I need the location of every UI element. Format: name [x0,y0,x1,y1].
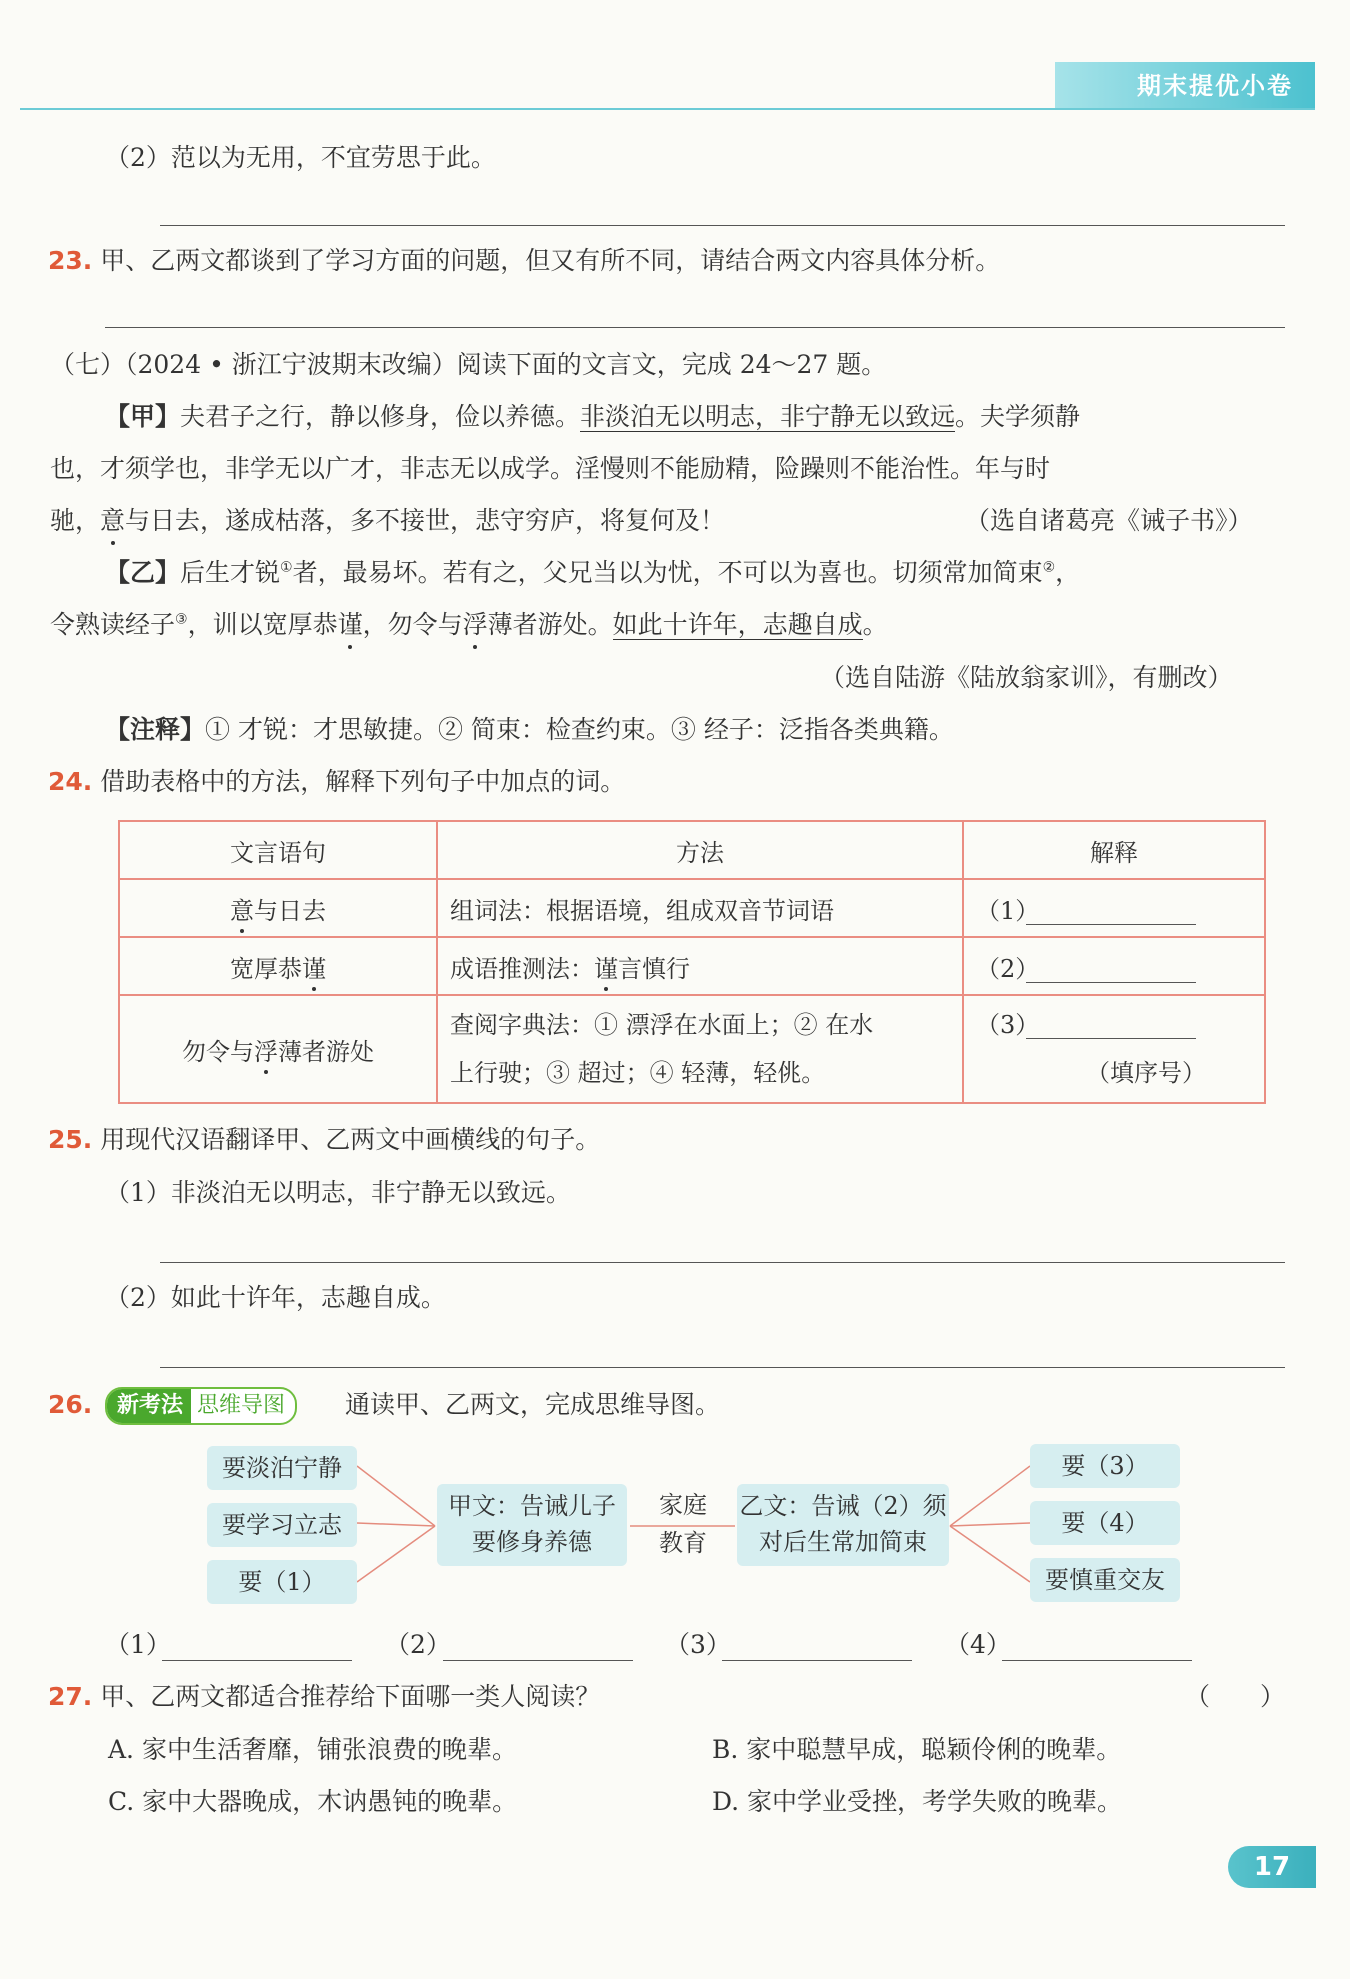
dotted-char-yi: 意 [100,504,125,538]
header-cell: 解释 [963,821,1265,879]
mindmap-right-box-blank: 要（4） [1030,1501,1180,1545]
passage-yi-line2: 令熟读经子③，训以宽厚恭谨，勿令与浮薄者游处。如此十许年，志趣自成。 [50,608,888,642]
method-cell: 组词法：根据语境，组成双音节词语 [437,879,963,937]
q26-blank-line[interactable] [162,1660,352,1661]
passage-yi-line1: 【乙】后生才锐①者，最易坏。若有之，父兄当以为忧，不可以为喜也。切须常加简束②， [105,558,1081,587]
mindmap-right-box-blank: 要（3） [1030,1444,1180,1488]
dotted-char-jin: 谨 [338,608,363,642]
q26-number: 26. [48,1390,93,1419]
answer-cell[interactable]: （2） [963,937,1265,995]
sentence-cell: 宽厚恭谨 [119,937,437,995]
passage-jia-tag: 【甲】 [105,402,181,431]
question-25: 25. 用现代汉语翻译甲、乙两文中画横线的句子。 [48,1125,601,1154]
header-cell: 方法 [437,821,963,879]
jia-underlined-sentence: 非淡泊无以明志，非宁静无以致远 [580,402,956,431]
new-exam-tag: 新考法 思维导图 [105,1387,297,1425]
notes: 【注释】① 才锐：才思敏捷。② 简束：检查约束。③ 经子：泛指各类典籍。 [105,715,954,744]
q27-option-c[interactable]: C. 家中大器晚成，木讷愚钝的晚辈。 [108,1787,518,1816]
dotted-char-fu: 浮 [463,608,488,642]
mindmap-left-box: 要学习立志 [207,1503,357,1547]
header-cell: 文言语句 [119,821,437,879]
q26-blank-line[interactable] [1002,1660,1192,1661]
question-24: 24. 借助表格中的方法，解释下列句子中加点的词。 [48,767,626,796]
q25-sentence2: （2）如此十许年，志趣自成。 [105,1283,446,1312]
q26-blank-label: （1） [105,1630,171,1659]
q26-blank-label: （3） [665,1630,731,1659]
q22-part2: （2）范以为无用，不宜劳思于此。 [105,143,496,172]
q23-number: 23. [48,246,93,275]
answer-cell[interactable]: （1） [963,879,1265,937]
mindmap-center-right: 乙文：告诫（2）须 对后生常加简束 [737,1484,949,1566]
q26-blank-label: （4） [945,1630,1011,1659]
mindmap-left-box: 要淡泊宁静 [207,1446,357,1490]
q26-blank-line[interactable] [722,1660,912,1661]
sentence-cell: 勿令与浮薄者游处 [119,995,437,1103]
yi-underlined-sentence: 如此十许年，志趣自成 [612,610,863,639]
passage-yi-tag: 【乙】 [105,558,181,587]
method-cell: 成语推测法：谨言慎行 [437,937,963,995]
sentence-cell: 意与日去 [119,879,437,937]
passage-jia-line1: 【甲】夫君子之行，静以修身，俭以养德。非淡泊无以明志，非宁静无以致远。夫学须静 [105,402,1081,431]
mindmap-center-left: 甲文：告诫儿子 要修身养德 [437,1484,627,1566]
q26-blank-label: （2） [385,1630,451,1659]
q26-text: 通读甲、乙两文，完成思维导图。 [345,1390,721,1419]
q23-text: 甲、乙两文都谈到了学习方面的问题，但又有所不同，请结合两文内容具体分析。 [100,246,1001,275]
notes-tag: 【注释】 [105,715,206,744]
passage-jia-line2: 也，才须学也，非学无以广才，非志无以成学。淫慢则不能励精，险躁则不能治性。年与时 [50,454,1051,483]
page-number: 17 [1228,1846,1316,1888]
yi-source: （选自陆游《陆放翁家训》，有删改） [820,663,1233,692]
mindmap-left-box-blank: 要（1） [207,1560,357,1604]
method-cell: 查阅字典法：① 漂浮在水面上；② 在水 上行驶；③ 超过；④ 轻薄，轻佻。 [437,995,963,1103]
passage-jia-line3: 驰，意与日去，遂成枯落，多不接世，悲守穷庐，将复何及！ [50,504,725,538]
q27-option-b[interactable]: B. 家中聪慧早成，聪颖伶俐的晚辈。 [712,1735,1122,1764]
fill-number-note: （填序号） [1086,1059,1206,1087]
section7-title: （七）（2024 • 浙江宁波期末改编）阅读下面的文言文，完成 24～27 题。 [50,350,887,379]
answer-cell[interactable]: （3） （填序号） [963,995,1265,1103]
mindmap-middle-label: 家庭 教育 [659,1491,707,1557]
q25-sentence1: （1）非淡泊无以明志，非宁静无以致远。 [105,1178,571,1207]
header-label: 期末提优小卷 [1137,72,1293,100]
question-27: 27. 甲、乙两文都适合推荐给下面哪一类人阅读？ [48,1682,601,1711]
q27-option-d[interactable]: D. 家中学业受挫，考学失败的晚辈。 [712,1787,1123,1816]
mindmap-right-box: 要慎重交友 [1030,1558,1180,1602]
jia-source: （选自诸葛亮《诫子书》） [965,506,1253,535]
q27-option-a[interactable]: A. 家中生活奢靡，铺张浪费的晚辈。 [108,1735,517,1764]
q26-blank-line[interactable] [443,1660,633,1661]
q27-answer-bracket[interactable]: （ ） [1185,1682,1286,1711]
